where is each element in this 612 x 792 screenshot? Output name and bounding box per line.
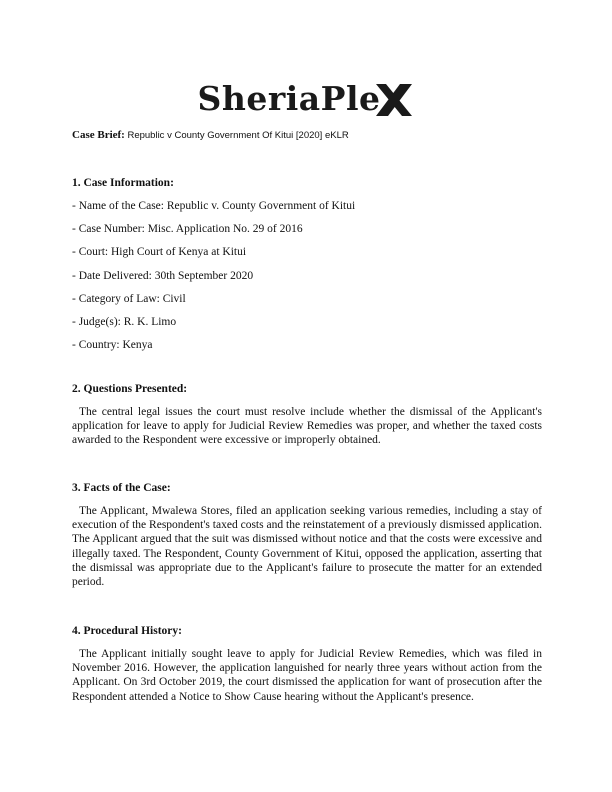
facts-heading: 3. Facts of the Case:	[72, 482, 171, 494]
case-brief-title: Republic v County Government Of Kitui [2020] eKLR	[127, 130, 349, 141]
sheriaplex-logo	[0, 76, 612, 120]
case-info-category: - Category of Law: Civil	[72, 292, 186, 305]
case-information-heading: 1. Case Information:	[72, 177, 174, 189]
case-info-country: - Country: Kenya	[72, 339, 153, 352]
case-info-judges: - Judge(s): R. K. Limo	[72, 315, 177, 328]
case-info-name: - Name of the Case: Republic v. County Government of Kitui	[72, 200, 356, 212]
case-brief-label: Case Brief:	[72, 129, 125, 141]
facts-body: The Applicant, Mwalewa Stores, filed an application seeking various remedies, including a stay of execution of the Respondent's taxed costs and the reinstatement of a previously dismissed application. The Applicant argued that the suit was dismissed without notice and that the costs were excessive and illegally taxed. The Respondent, County Government of Kitui, opposed the application, asserting that the dismissal was appropriate due to the Applicant's failure to prosecute the matter for an extended period.	[72, 505, 542, 589]
procedural-history-body: The Applicant initially sought leave to apply for Judicial Review Remedies, which was filed in November 2016. However, the application languished for nearly three years without action from the Applicant. On 3rd October 2019, the court dismissed the application for want of prosecution after the Respondent attended a Notice to Show Cause hearing without the Applicant's presence.	[72, 648, 542, 703]
case-info-date: - Date Delivered: 30th September 2020	[72, 269, 254, 282]
case-info-court: - Court: High Court of Kenya at Kitui	[72, 246, 247, 259]
case-brief-line	[72, 129, 349, 141]
logo-x-mark-icon	[374, 82, 414, 118]
questions-presented-heading: 2. Questions Presented:	[72, 383, 188, 395]
questions-presented-body: The central legal issues the court must resolve include whether the dismissal of the Applicant's application for leave to apply for Judicial Review Remedies was proper, and whether the taxed costs awarded to the Respondent were excessive or improperly obtained.	[72, 406, 542, 447]
logo-wordmark: SheriaPle	[197, 78, 381, 118]
case-information-list	[72, 199, 355, 361]
procedural-history-heading: 4. Procedural History:	[72, 625, 182, 637]
case-info-number: - Case Number: Misc. Application No. 29 of 2016	[72, 223, 303, 236]
